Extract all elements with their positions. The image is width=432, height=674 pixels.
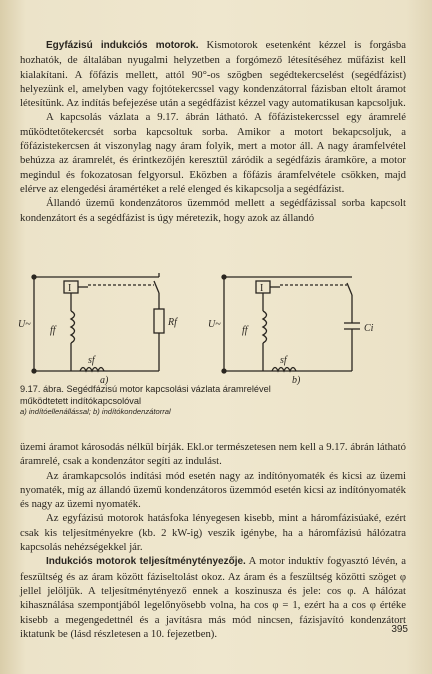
circuit-a: [32, 273, 164, 373]
source-label-a: U~: [18, 319, 31, 330]
sf-label-b: sf: [280, 355, 287, 366]
text-block-bottom: [20, 440, 406, 641]
ff-label-a: ff: [50, 325, 56, 336]
main-winding-a: [71, 311, 75, 343]
resistor-rf: [154, 309, 164, 333]
circuit-diagram: [14, 267, 414, 385]
paragraph-relay: A kapcsolás vázlata a 9.17. ábrán látható. A főfázistekercssel egy áramrelé működtetőtekercsét sorba kapcsoltuk sorba. Amikor a motort bekapcsoljuk, a főfázistekercsen át viszonylag nagy áram folyik, mert a motor áll. A nagy áramfelvétel behúzza az áramrelét, és érintkezőjén keresztül záródik a segédfázis áramköre, a motor megindul és fokozatosan felgyorsul. Eközben a főfázis áramfelvétele csökken, majd elérve az elengedési áramértéket a relé elenged és kikapcsolja a segédfázist.: [20, 111, 406, 195]
relay-label-b: I: [260, 283, 264, 294]
label-a: a): [100, 375, 109, 385]
text-block-top: [20, 38, 406, 225]
source-label-b: U~: [208, 319, 221, 330]
ff-label-b: ff: [242, 325, 248, 336]
circuit-b: [222, 275, 360, 373]
main-winding-b: [263, 311, 267, 343]
paragraph-torque: Az áramkapcsolós indítási mód esetén nagy az indítónyomaték és kicsi az üzemi nyomaték, míg az állandó üzemű kondenzátoros üzemmód esetén kicsi az indítónyomaték és nagy az üzemi nyomaték.: [20, 469, 406, 511]
paragraph-capacitor: Állandó üzemű kondenzátoros üzemmód mellett a segédfázissal sorba kapcsolt kondenzátort és a segédfázist is úgy méretezik, hogy azok az állandó: [20, 197, 406, 224]
paragraph-power-factor: Indukciós motorok teljesítménytényezője. A motor induktív fogyasztó lévén, a feszültség és az áram között fáziseltolást okoz. Az áram és a feszültség közötti szöget φ jellel jelöljük. A teljesítménytényező ennek a koszinusza és jele: cos φ. A hálózat kihasználása szempontjából legelőnyösebb volna, ha cos φ = 1, ezért ha a cos φ értéke kisebb a megengedettnél és a javításra más mód nincsen, fázisjavító kondenzátort iktatunk be (lásd részletesen a 10. fejezetben).: [20, 555, 406, 640]
paragraph-efficiency: Az egyfázisú motorok hatásfoka lényegesen kisebb, mint a háromfázisúaké, ezért csak kis teljesítményekre (kb. 2 kW-ig) veszik igénybe, ha a háromfázisú hálózatra kapcsolás nehézségekkel jár.: [20, 512, 406, 554]
figure-caption: [20, 383, 320, 417]
paragraph-continued: üzemi áramot károsodás nélkül bírják. Ekl.or természetesen nem kell a 9.17. ábrán látható áramrelé, csak a kondenzátor segíti az indulást.: [20, 441, 406, 468]
paragraph-intro: Egyfázisú indukciós motorok. Kismotorok esetenként kézzel is forgásba hozhatók, de általában nyugalmi helyzetben a forgómező létesítéséhez műfázist kell kialakítani. A főfázis mellett, attól 90°-os szögben segédtekercselést (segédfázist) helyezünk el, amelyben vagy fojtótekercssel vagy kondenzátorral fázisban eltolt áramot létesítünk. Az indítás befejezése után a segédfázist kézzel vagy automatikusan kapcsoljuk.: [20, 39, 406, 110]
page-number: 395: [391, 624, 408, 635]
sf-label-a: sf: [88, 355, 95, 366]
label-b: b): [292, 375, 301, 385]
caption-main: 9.17. ábra. Segédfázisú motor kapcsolási vázlata áramrelével működtetett indítókapcsolóval: [20, 384, 271, 406]
ci-label: Ci: [364, 323, 374, 334]
section-heading-single-phase: Egyfázisú indukciós motorok.: [46, 40, 199, 51]
section-heading-power-factor: Indukciós motorok teljesítménytényezője.: [46, 556, 246, 568]
caption-sub: a) indítóellenállással; b) indítókondenzátorral: [20, 407, 171, 416]
rf-label: Rf: [168, 317, 177, 328]
relay-label-a: I: [68, 283, 72, 294]
